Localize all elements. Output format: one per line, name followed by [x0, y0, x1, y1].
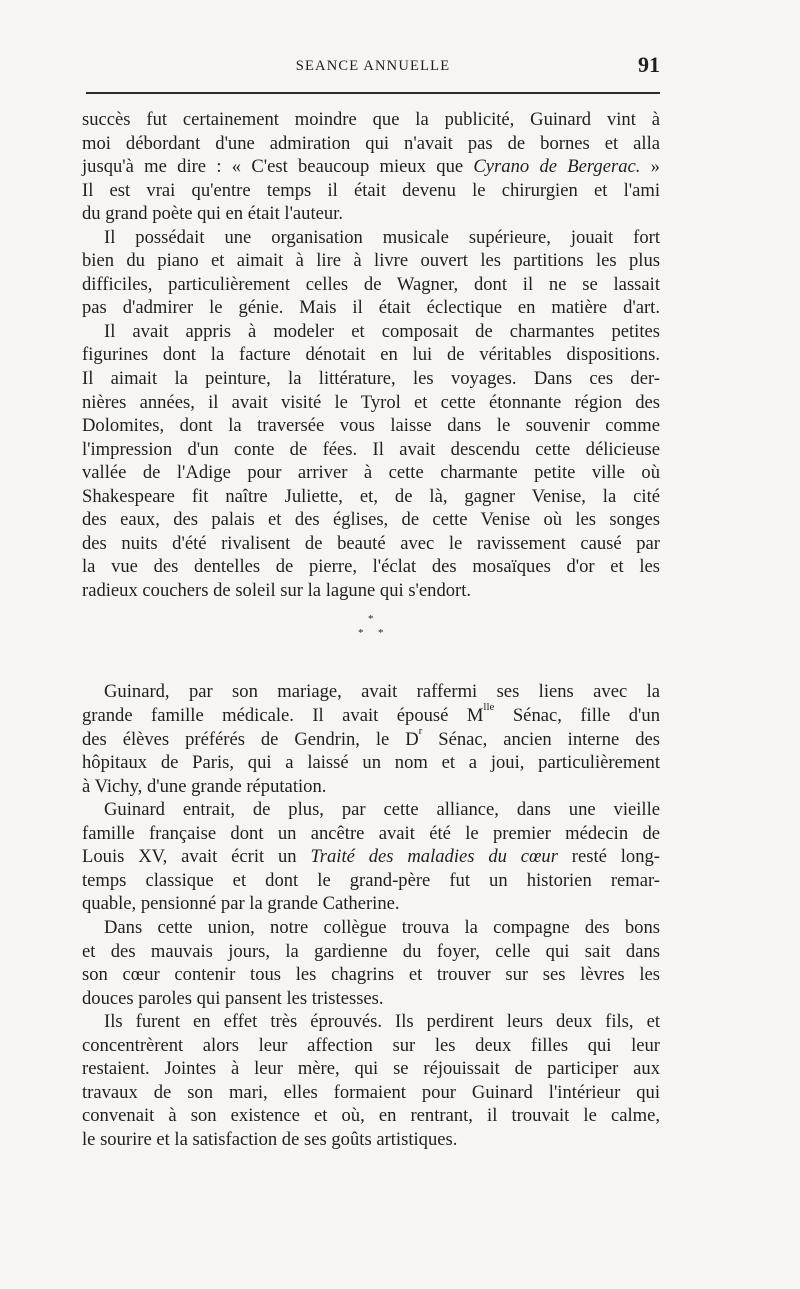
text-line: succès fut certainement moindre que la publicité, Guinard vint à — [82, 109, 660, 130]
page-body — [82, 108, 660, 1151]
text-fragment: jusqu'à me dire : « C'est beaucoup mieux que — [82, 156, 474, 178]
paragraph-1 — [82, 108, 660, 226]
text-line: Shakespeare fit naître Juliette, et, de là, gagner Venise, la cité — [82, 485, 660, 507]
text-line — [82, 155, 660, 179]
page-number: 91 — [638, 52, 660, 77]
text-line: bien du piano et aimait à lire à livre ouvert les partitions les plus — [82, 250, 660, 272]
page-header — [86, 52, 660, 80]
text-line: famille française dont un ancêtre avait été le premier médecin de — [82, 822, 660, 844]
text-line: pas d'admirer le génie. Mais il était éclectique en matière d'art. — [82, 297, 660, 319]
italic-title: Traité des maladies du cœur — [310, 846, 558, 868]
asterism-star: * — [368, 613, 374, 626]
text-line: restaient. Jointes à leur mère, qui se réjouissait de participer aux — [82, 1058, 660, 1080]
text-line: moi débordant d'une admiration qui n'avait pas de bornes et alla — [82, 132, 660, 154]
text-line: douces paroles qui pansent les tristesses. — [82, 987, 384, 1009]
text-fragment: » — [640, 156, 660, 178]
text-fragment: grande famille médicale. Il avait épousé M — [82, 705, 484, 727]
text-line: concentrèrent alors leur affection sur les deux filles qui leur — [82, 1034, 660, 1056]
paragraph-4 — [82, 680, 660, 798]
text-line: Dolomites, dont la traversée vous laisse dans le souvenir comme — [82, 415, 660, 437]
asterism-star: * — [358, 627, 364, 640]
text-line: hôpitaux de Paris, qui a laissé un nom et a joui, particulièrement — [82, 752, 660, 774]
text-line: Guinard, par son mariage, avait raffermi ses liens avec la — [104, 681, 660, 703]
text-line: temps classique et dont le grand-père fut un historien remar- — [82, 869, 660, 891]
text-line: Guinard entrait, de plus, par cette alliance, dans une vieille — [104, 799, 660, 821]
paragraph-5 — [82, 798, 660, 916]
paragraph-7 — [82, 1010, 660, 1151]
text-fragment: des élèves préférés de Gendrin, le D — [82, 728, 419, 750]
header-rule — [86, 92, 660, 94]
text-fragment: Louis XV, avait écrit un — [82, 846, 311, 868]
superscript: lle — [483, 701, 495, 714]
text-line: Dans cette union, notre collègue trouva la compagne des bons — [104, 916, 660, 938]
text-line: Ils furent en effet très éprouvés. Ils perdirent leurs deux fils, et — [104, 1011, 660, 1033]
text-line: des eaux, des palais et des églises, de cette Venise où les songes — [82, 509, 660, 531]
paragraph-3 — [82, 320, 660, 603]
text-fragment: Sénac, ancien interne des — [422, 728, 660, 750]
text-line: quable, pensionné par la grande Catherine. — [82, 893, 400, 915]
text-line — [82, 845, 660, 869]
text-line: l'impression d'un conte de fées. Il avait descendu cette délicieuse — [82, 438, 660, 460]
text-line: radieux couchers de soleil sur la lagune qui s'endort. — [82, 579, 472, 601]
text-line: Il aimait la peinture, la littérature, les voyages. Dans ces der- — [82, 368, 660, 390]
text-line: et des mauvais jours, la gardienne du foyer, celle qui sait dans — [82, 940, 660, 962]
superscript: r — [418, 724, 423, 737]
asterism-star: * — [378, 627, 384, 640]
text-line: Il est vrai qu'entre temps il était devenu le chirurgien et l'ami — [82, 179, 660, 201]
text-fragment: Sénac, fille d'un — [494, 705, 660, 727]
text-line: des nuits d'été rivalisent de beauté avec le ravissement causé par — [82, 532, 660, 554]
text-line: à Vichy, d'une grande réputation. — [82, 775, 327, 797]
paragraph-2 — [82, 226, 660, 320]
text-line — [82, 724, 660, 752]
italic-title: Cyrano de Bergerac. — [473, 156, 641, 178]
text-line — [82, 701, 660, 728]
text-line: Il possédait une organisation musicale supérieure, jouait fort — [104, 226, 660, 248]
text-line: du grand poète qui en était l'auteur. — [82, 203, 343, 225]
text-line: le sourire et la satisfaction de ses goûts artistiques. — [82, 1128, 458, 1150]
paragraph-6 — [82, 916, 660, 1010]
text-line: figurines dont la facture dénotait en lui de véritables dispositions. — [82, 344, 660, 366]
text-line: la vue des dentelles de pierre, l'éclat des mosaïques d'or et les — [82, 556, 660, 578]
text-line: convenait à son existence et où, en rentrant, il trouvait le calme, — [82, 1105, 660, 1127]
text-line: vallée de l'Adige pour arriver à cette charmante petite ville où — [82, 462, 660, 484]
running-title: SEANCE ANNUELLE — [295, 58, 451, 74]
text-line: nières années, il avait visité le Tyrol et cette étonnante région des — [82, 391, 660, 413]
text-line: Il avait appris à modeler et composait de charmantes petites — [104, 320, 660, 342]
text-line: son cœur contenir tous les chagrins et trouver sur ses lèvres les — [82, 964, 660, 986]
section-asterism — [82, 602, 660, 680]
text-line: travaux de son mari, elles formaient pour Guinard l'intérieur qui — [82, 1081, 660, 1103]
text-line: difficiles, particulièrement celles de Wagner, dont il ne se lassait — [82, 273, 660, 295]
text-fragment: resté long- — [557, 846, 660, 868]
